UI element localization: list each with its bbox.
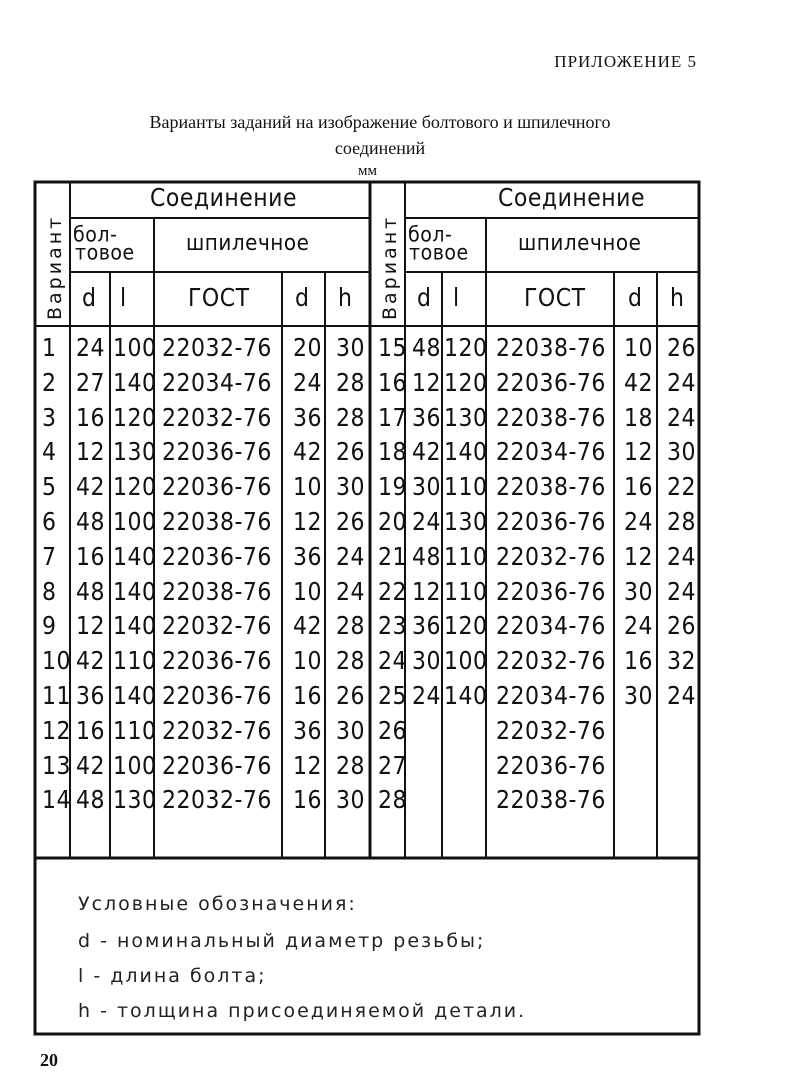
- right-table-cell: 36: [412, 612, 441, 641]
- right-table-cell: 30: [667, 438, 696, 467]
- right-table-cell: 130: [444, 404, 488, 433]
- right-table-cell: 140: [444, 682, 488, 711]
- right-table-cell: 22038-76: [496, 786, 606, 815]
- legend-d: d - номинальный диаметр резьбы;: [78, 930, 486, 952]
- right-table-cell: 100: [444, 647, 488, 676]
- left-table-cell: 30: [336, 334, 365, 363]
- left-table-cell: 28: [336, 612, 365, 641]
- left-table-cell: 26: [336, 438, 365, 467]
- right-table-cell: 22036-76: [496, 578, 606, 607]
- right-table-cell: 22: [667, 473, 696, 502]
- right-table-cell: 110: [444, 578, 488, 607]
- right-table-cell: 12: [412, 369, 441, 398]
- left-table-cell: 2: [42, 369, 57, 398]
- right-table-cell: 22: [378, 578, 407, 607]
- right-table-cell: 42: [412, 438, 441, 467]
- right-table-cell: 24: [667, 369, 696, 398]
- left-table-cell: 5: [42, 473, 57, 502]
- right-table-cell: 18: [378, 438, 407, 467]
- right-table-cell: 24: [667, 682, 696, 711]
- right-table-cell: 120: [444, 612, 488, 641]
- left-table-cell: 130: [113, 438, 157, 467]
- right-table-cell: 30: [624, 578, 653, 607]
- right-table-cell: 21: [378, 543, 407, 572]
- left-table-cell: 11: [42, 682, 71, 711]
- right-table-cell: 24: [412, 508, 441, 537]
- right-table-cell: 19: [378, 473, 407, 502]
- variant-column-header: Вариант: [379, 214, 401, 320]
- left-table-cell: 10: [293, 473, 322, 502]
- column-gost-header: ГОСТ: [188, 284, 250, 313]
- left-table-cell: 36: [293, 404, 322, 433]
- left-table-cell: 22036-76: [162, 752, 272, 781]
- legend-h: h - толщина присоединяемой детали.: [78, 1000, 527, 1022]
- right-table-cell: 32: [667, 647, 696, 676]
- left-table-cell: 10: [293, 647, 322, 676]
- left-table-cell: 140: [113, 543, 157, 572]
- right-table-cell: 12: [624, 543, 653, 572]
- connection-group-header: Соединение: [498, 184, 646, 213]
- column-h-header: h: [670, 284, 685, 313]
- left-table-cell: 22032-76: [162, 334, 272, 363]
- right-table-cell: 26: [378, 717, 407, 746]
- left-table-cell: 100: [113, 752, 157, 781]
- left-table-cell: 28: [336, 404, 365, 433]
- left-table-cell: 27: [76, 369, 105, 398]
- left-table-cell: 13: [42, 752, 71, 781]
- right-table-cell: 22032-76: [496, 717, 606, 746]
- right-table-cell: 140: [444, 438, 488, 467]
- left-table-cell: 140: [113, 578, 157, 607]
- right-table-cell: 36: [412, 404, 441, 433]
- left-table-cell: 24: [336, 578, 365, 607]
- right-table-cell: 16: [624, 473, 653, 502]
- right-table-cell: 24: [624, 508, 653, 537]
- right-table-cell: 22036-76: [496, 369, 606, 398]
- left-table-cell: 24: [76, 334, 105, 363]
- right-table-cell: 22034-76: [496, 682, 606, 711]
- right-table-cell: 18: [624, 404, 653, 433]
- right-table-cell: 22038-76: [496, 334, 606, 363]
- left-table-cell: 120: [113, 404, 157, 433]
- page-number: 20: [40, 1050, 58, 1070]
- right-table-cell: 22032-76: [496, 647, 606, 676]
- page-title-continued: соединений: [334, 138, 426, 158]
- right-table-cell: 28: [667, 508, 696, 537]
- left-table-cell: 22036-76: [162, 438, 272, 467]
- left-table-cell: 140: [113, 612, 157, 641]
- right-table-cell: 10: [624, 334, 653, 363]
- left-table-cell: 30: [336, 473, 365, 502]
- right-table-cell: 16: [624, 647, 653, 676]
- right-table-cell: 20: [378, 508, 407, 537]
- left-table-cell: 16: [76, 717, 105, 746]
- left-table-cell: 12: [42, 717, 71, 746]
- right-table-cell: 24: [378, 647, 407, 676]
- left-table-cell: 22036-76: [162, 682, 272, 711]
- left-table-cell: 130: [113, 786, 157, 815]
- right-table-cell: 25: [378, 682, 407, 711]
- left-table-cell: 10: [293, 578, 322, 607]
- left-table-cell: 48: [76, 508, 105, 537]
- left-table-cell: 42: [76, 647, 105, 676]
- left-table-cell: 16: [293, 682, 322, 711]
- right-table-cell: 26: [667, 334, 696, 363]
- left-table-cell: 36: [293, 543, 322, 572]
- right-table-cell: 22038-76: [496, 404, 606, 433]
- left-table-cell: 22034-76: [162, 369, 272, 398]
- right-table-cell: 15: [378, 334, 407, 363]
- left-table-cell: 12: [293, 752, 322, 781]
- right-table-cell: 24: [667, 578, 696, 607]
- legend-title: Условные обозначения:: [78, 893, 357, 915]
- left-table-cell: 26: [336, 682, 365, 711]
- left-table-cell: 140: [113, 369, 157, 398]
- left-table-cell: 28: [336, 369, 365, 398]
- right-table-cell: 22034-76: [496, 438, 606, 467]
- right-table-cell: 12: [624, 438, 653, 467]
- left-table-cell: 16: [76, 543, 105, 572]
- right-table-cell: 24: [624, 612, 653, 641]
- right-table-cell: 24: [412, 682, 441, 711]
- right-table-cell: 130: [444, 508, 488, 537]
- column-d-header: d: [82, 284, 97, 313]
- left-table-cell: 1: [42, 334, 57, 363]
- left-table-cell: 22032-76: [162, 717, 272, 746]
- right-table-cell: 120: [444, 369, 488, 398]
- column-l-header: l: [453, 284, 460, 313]
- left-table-cell: 22036-76: [162, 543, 272, 572]
- right-table-cell: 22038-76: [496, 473, 606, 502]
- right-table-cell: 48: [412, 334, 441, 363]
- left-table-cell: 16: [76, 404, 105, 433]
- right-table-cell: 30: [412, 647, 441, 676]
- left-table-cell: 22036-76: [162, 473, 272, 502]
- left-table-cell: 7: [42, 543, 57, 572]
- right-table-cell: 28: [378, 786, 407, 815]
- right-table-cell: 26: [667, 612, 696, 641]
- column-l-header: l: [120, 284, 127, 313]
- appendix-label: ПРИЛОЖЕНИЕ 5: [554, 52, 697, 71]
- left-table-cell: 28: [336, 752, 365, 781]
- bolted-header: бол-: [73, 222, 118, 248]
- column-h-header: h: [338, 284, 353, 313]
- left-table-cell: 48: [76, 786, 105, 815]
- right-table-cell: 30: [624, 682, 653, 711]
- left-table-cell: 26: [336, 508, 365, 537]
- legend-l: l - длина болта;: [78, 965, 267, 987]
- left-table-cell: 22038-76: [162, 508, 272, 537]
- right-table-cell: 120: [444, 334, 488, 363]
- left-table-cell: 42: [293, 612, 322, 641]
- left-table-cell: 42: [76, 752, 105, 781]
- right-table-cell: 27: [378, 752, 407, 781]
- left-table-cell: 22032-76: [162, 786, 272, 815]
- left-table-cell: 36: [293, 717, 322, 746]
- left-table-cell: 24: [293, 369, 322, 398]
- left-table-cell: 14: [42, 786, 71, 815]
- left-table-cell: 10: [42, 647, 71, 676]
- right-table-cell: 22034-76: [496, 612, 606, 641]
- right-table-cell: 17: [378, 404, 407, 433]
- left-table-cell: 42: [76, 473, 105, 502]
- right-table-cell: 48: [412, 543, 441, 572]
- left-table-cell: 3: [42, 404, 57, 433]
- bolted-header: бол-: [408, 222, 453, 248]
- right-table-cell: 23: [378, 612, 407, 641]
- stud-header: шпилечное: [518, 228, 642, 256]
- left-table-cell: 20: [293, 334, 322, 363]
- left-table-cell: 110: [113, 647, 157, 676]
- left-table-cell: 12: [76, 612, 105, 641]
- left-table-cell: 36: [76, 682, 105, 711]
- right-table-cell: 110: [444, 473, 488, 502]
- variant-column-header: Вариант: [44, 214, 66, 320]
- unit-label: мм: [358, 163, 377, 179]
- left-table-cell: 12: [293, 508, 322, 537]
- right-table-cell: 22036-76: [496, 508, 606, 537]
- right-table-cell: 110: [444, 543, 488, 572]
- column-d-header: d: [295, 284, 310, 313]
- right-table-cell: 12: [412, 578, 441, 607]
- bolted-header: товое: [409, 240, 469, 266]
- left-table-cell: 22038-76: [162, 578, 272, 607]
- left-table-cell: 30: [336, 786, 365, 815]
- page-title: Варианты заданий на изображение болтового и шпилечного: [149, 112, 611, 132]
- left-table-cell: 120: [113, 473, 157, 502]
- left-table-cell: 110: [113, 717, 157, 746]
- left-table-cell: 16: [293, 786, 322, 815]
- bolted-header: товое: [75, 240, 135, 266]
- right-table-cell: 22036-76: [496, 752, 606, 781]
- left-table-cell: 6: [42, 508, 57, 537]
- column-gost-header: ГОСТ: [524, 284, 586, 313]
- left-table-cell: 22032-76: [162, 404, 272, 433]
- left-table-cell: 140: [113, 682, 157, 711]
- left-table-cell: 48: [76, 578, 105, 607]
- left-table-cell: 24: [336, 543, 365, 572]
- left-table-cell: 22036-76: [162, 647, 272, 676]
- right-table-cell: 30: [412, 473, 441, 502]
- left-table-cell: 9: [42, 612, 57, 641]
- left-table-cell: 4: [42, 438, 57, 467]
- left-table-cell: 100: [113, 508, 157, 537]
- right-table-cell: 24: [667, 404, 696, 433]
- left-table-cell: 8: [42, 578, 57, 607]
- left-table-cell: 100: [113, 334, 157, 363]
- column-d-header: d: [417, 284, 432, 313]
- left-table-cell: 28: [336, 647, 365, 676]
- left-table-cell: 12: [76, 438, 105, 467]
- right-table-cell: 22032-76: [496, 543, 606, 572]
- right-table-cell: 24: [667, 543, 696, 572]
- stud-header: шпилечное: [186, 228, 310, 256]
- left-table-cell: 22032-76: [162, 612, 272, 641]
- right-table-cell: 16: [378, 369, 407, 398]
- left-table-cell: 42: [293, 438, 322, 467]
- connection-group-header: Соединение: [150, 184, 298, 213]
- column-d-header: d: [628, 284, 643, 313]
- right-table-cell: 42: [624, 369, 653, 398]
- left-table-cell: 30: [336, 717, 365, 746]
